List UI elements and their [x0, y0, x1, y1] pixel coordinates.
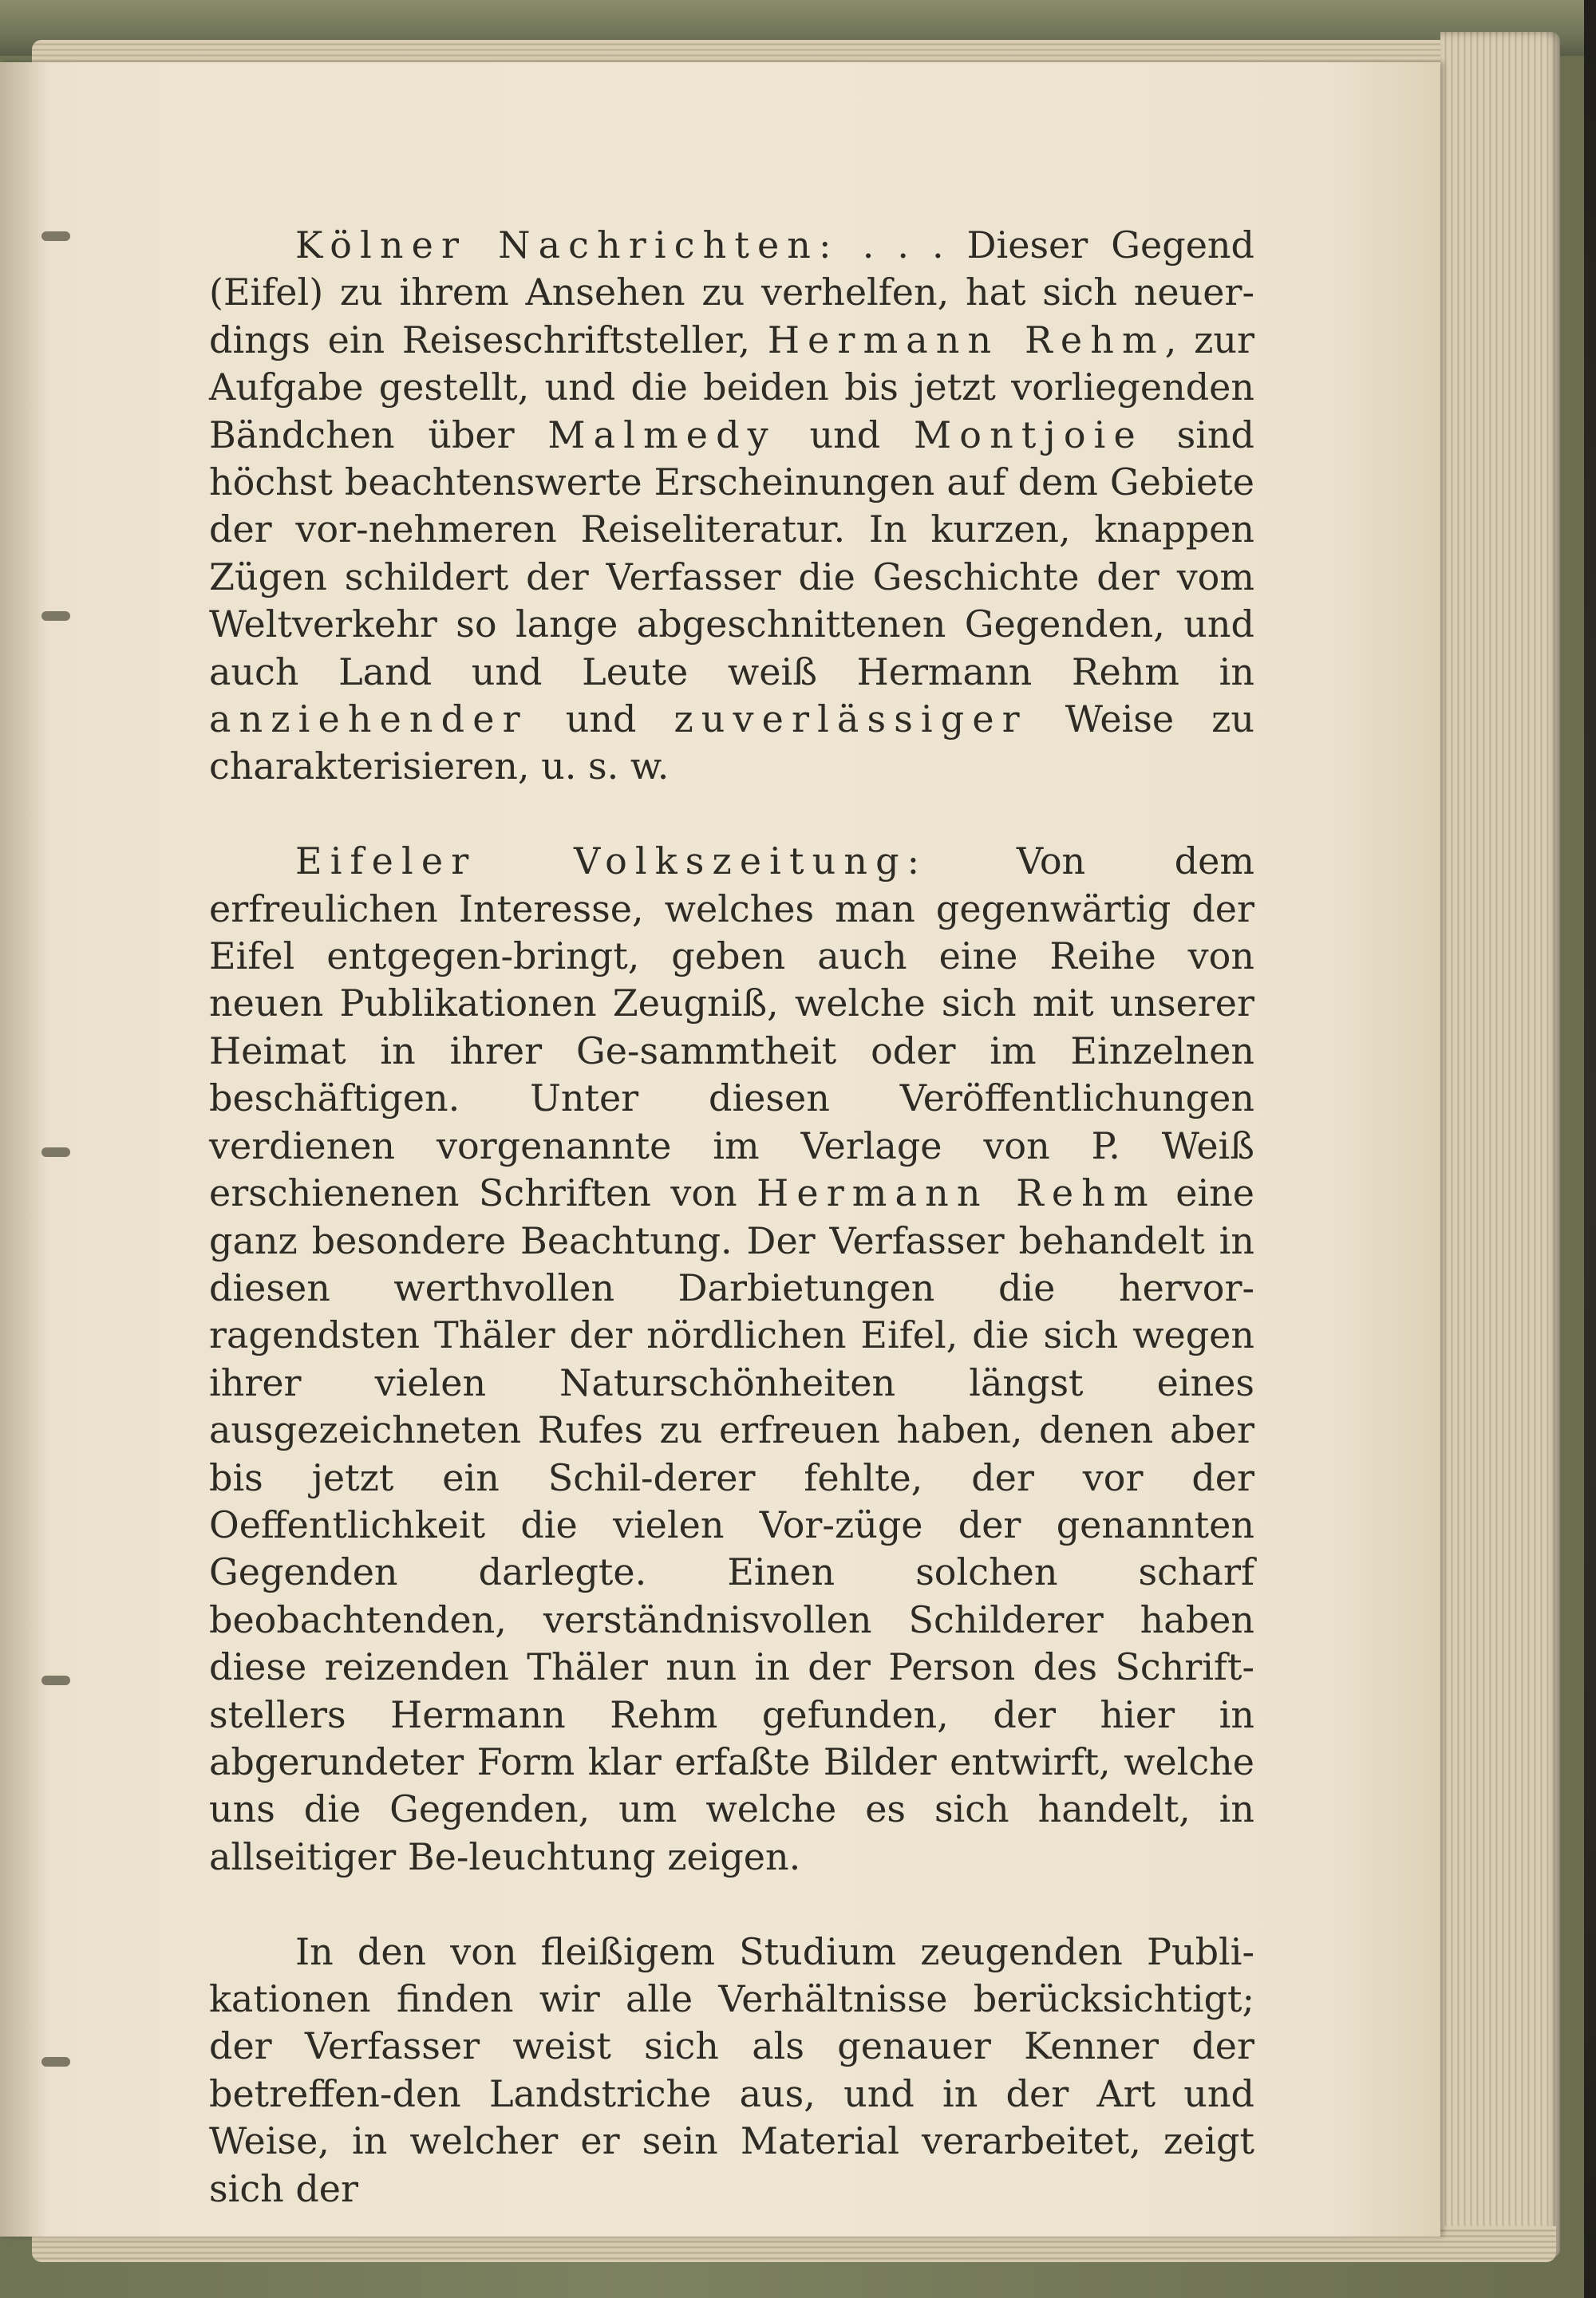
emphasized-text: zuverlässiger [674, 697, 1028, 741]
text-run: und [527, 697, 674, 741]
text-run: , zur Aufgabe gestellt, und die beiden bis jetzt vorliegenden Bändchen über [209, 318, 1254, 456]
page-edges-right [1440, 32, 1560, 2258]
gutter-shadow [0, 62, 48, 2237]
emphasized-text: Kölner Nachrichten: [295, 223, 839, 267]
emphasized-text: Hermann Rehm [757, 1171, 1156, 1215]
emphasized-text: Malmedy [547, 413, 776, 456]
text-run: Weise zu charakterisieren, u. s. w. [209, 697, 1254, 788]
text-run: . . . Dieser Gegend (Eifel) zu ihrem Ansehen zu verhelfen, hat sich neuer-dings ein Reiseschriftsteller, [209, 223, 1254, 361]
emphasized-text: Eifeler Volkszeitung: [295, 839, 928, 883]
binding-stitch [41, 2057, 70, 2067]
text-run: sind höchst beachtenswerte Erscheinungen auf dem Gebiete der vor-nehmeren Reiseliteratur. In kurzen, knappen Zügen schildert der Verfasser die Geschichte der vom Weltverkehr so lange abgeschnittenen Gegenden, und auch Land und Leute weiß Hermann Rehm in [209, 413, 1254, 693]
paragraph-eifeler-volkszeitung [209, 838, 1254, 1881]
paragraph-publikationen [209, 1929, 1254, 2213]
paragraph-koelner-nachrichten [209, 222, 1254, 791]
emphasized-text: Montjoie [914, 413, 1144, 456]
emphasized-text: anziehender [209, 697, 528, 741]
text-run: Von dem erfreulichen Interesse, welches man gegenwärtig der Eifel entgegen-bringt, geben auch eine Reihe von neuen Publikationen Zeugniß, welche sich mit unserer Heimat in ihrer Ge-sammtheit oder im Einzelnen beschäftigen. Unter diesen Veröffentlichungen verdienen vorgenannte im Verlage von P. Weiß erschienenen Schriften von [209, 839, 1254, 1215]
body-text [209, 222, 1254, 2213]
binding-stitch [41, 611, 70, 621]
emphasized-text: Hermann Rehm [767, 318, 1165, 361]
book-page [0, 62, 1440, 2237]
text-run: und [776, 413, 915, 456]
text-run: In den von fleißigem Studium zeugenden Publi-kationen finden wir alle Verhältnisse berücksichtigt; der Verfasser weist sich als genauer Kenner der betreffen-den Landstriche aus, und in der Art und Weise, in welcher er sein Material verarbeitet, zeigt sich der [209, 1929, 1254, 2210]
binding-stitch [41, 1676, 70, 1685]
binding-stitch [41, 231, 70, 241]
binding-stitch [41, 1147, 70, 1157]
text-run: eine ganz besondere Beachtung. Der Verfasser behandelt in diesen werthvollen Darbietungen die hervor-ragendsten Thäler der nördlichen Eifel, die sich wegen ihrer vielen Naturschönheiten längst eines ausgezeichneten Rufes zu erfreuen haben, denen aber bis jetzt ein Schil-derer fehlte, der vor der Oeffentlichkeit die vielen Vor-züge der genannten Gegenden darlegte. Einen solchen scharf beobachtenden, verständnisvollen Schilderer haben diese reizenden Thäler nun in der Person des Schrift-stellers Hermann Rehm gefunden, der hier in abgerundeter Form klar erfaßte Bilder entwirft, welche uns die Gegenden, um welche es sich handelt, in allseitiger Be-leuchtung zeigen. [209, 1171, 1255, 1878]
